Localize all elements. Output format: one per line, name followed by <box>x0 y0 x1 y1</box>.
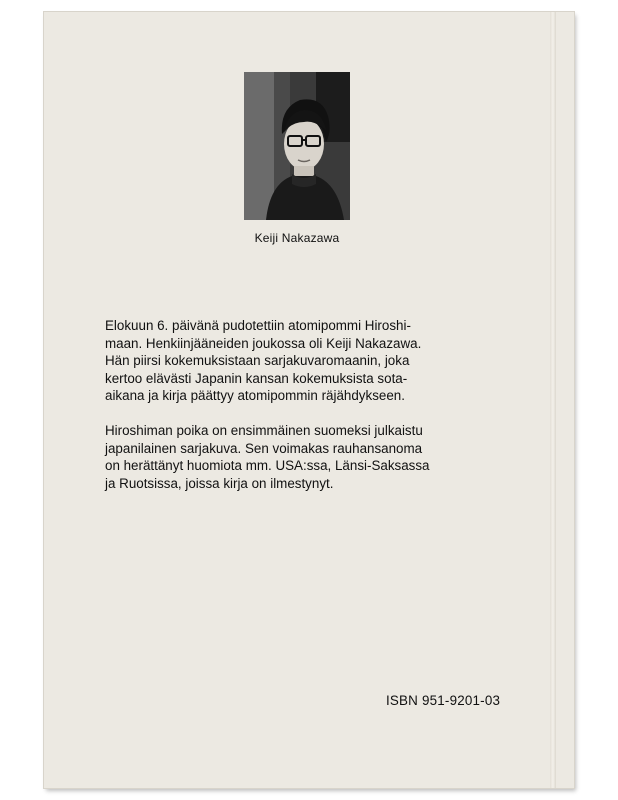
blurb-paragraph-2 <box>105 422 515 492</box>
blurb-line: Elokuun 6. päivänä pudotettiin atomipommi Hiroshi- <box>105 318 411 333</box>
blurb-line: japanilainen sarjakuva. Sen voimakas rauhansanoma <box>105 440 423 456</box>
blurb-line: Hän piirsi kokemuksistaan sarjakuvaromaanin, joka <box>105 353 410 369</box>
isbn-number: ISBN 951-9201-03 <box>386 693 501 708</box>
author-photo-caption: Keiji Nakazawa <box>254 231 340 245</box>
blurb-line: aikana ja kirja päättyy atomipommin räjähdykseen. <box>105 388 405 404</box>
cover-fold-edge <box>550 12 556 788</box>
author-portrait-image <box>244 72 350 220</box>
blurb-line: kertoo elävästi Japanin kansan kokemuksista sota- <box>105 370 408 386</box>
blurb-line: maan. Henkiinjääneiden joukossa oli Keiji Nakazawa. <box>105 335 422 351</box>
blurb-line: on herättänyt huomiota mm. USA:ssa, Länsi-Saksassa <box>105 458 430 474</box>
blurb-paragraph-1 <box>105 317 515 405</box>
author-photo <box>244 72 350 220</box>
blurb-line: ja Ruotsissa, joissa kirja on ilmestynyt. <box>105 475 334 491</box>
blurb-line: Hiroshiman poika on ensimmäinen suomeksi julkaistu <box>105 422 423 438</box>
back-cover-blurb <box>105 317 515 509</box>
